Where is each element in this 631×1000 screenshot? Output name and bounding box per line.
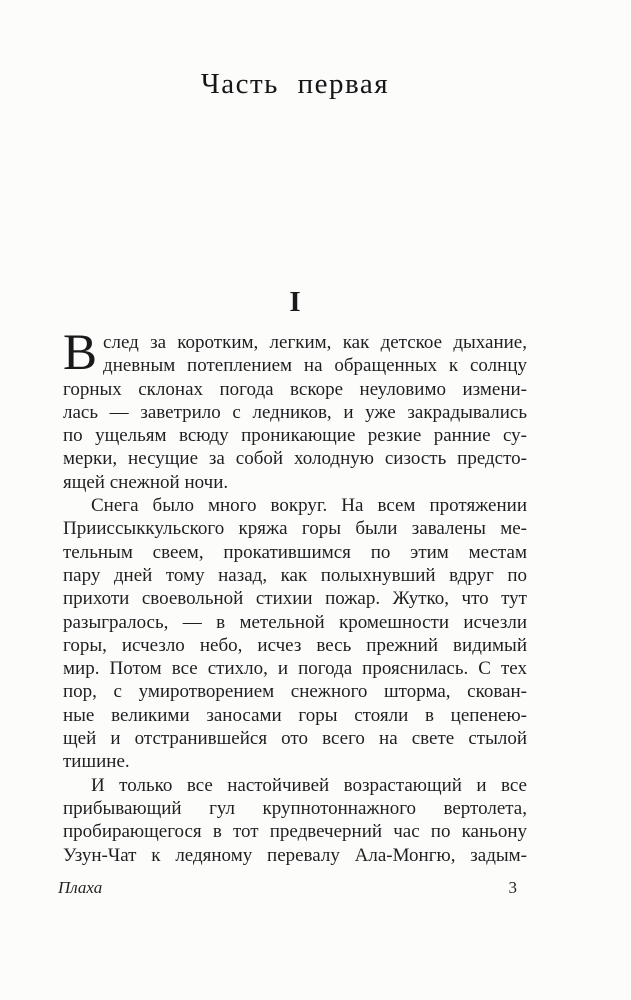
text-line: пробирающегося в тот предвечерний час по каньону <box>63 821 527 843</box>
text-line: пару дней тому назад, как полыхнувший вдруг по <box>63 564 527 586</box>
text-line: тишине. <box>63 751 130 773</box>
text-line: прихоти своевольной стихии пожар. Жутко, что тут <box>63 588 527 610</box>
running-title: Плаха <box>58 878 103 897</box>
body-text <box>63 325 527 867</box>
paragraph-2 <box>63 494 527 774</box>
text-line: тельным свеем, прокатившимся по этим местам <box>63 541 527 563</box>
text-line: ящей снежной ночи. <box>63 471 229 493</box>
text-line: И только все настойчивей возрастающий и все <box>91 774 527 796</box>
text-line: мир. Потом все стихло, и погода прояснилась. С тех <box>63 658 527 680</box>
text-line: ные великими заносами горы стояли в цепенею- <box>63 704 527 726</box>
part-title: Часть первая <box>200 68 390 100</box>
text-line: дневным потеплением на обращенных к солнцу <box>103 355 527 377</box>
text-line: Снега было много вокруг. На всем протяжении <box>91 495 527 517</box>
text-line: Прииссыккульского кряжа горы были завалены ме- <box>63 518 527 540</box>
text-line: горы, исчезло небо, исчез весь прежний видимый <box>63 634 527 656</box>
text-line: след за коротким, легким, как детское дыхание, <box>103 332 527 353</box>
page-footer <box>58 876 527 900</box>
text-line: разыгралось, — в метельной кромешности исчезли <box>63 611 527 633</box>
paragraph-1 <box>63 325 527 494</box>
page-number: 3 <box>508 878 517 897</box>
text-line: мерки, несущие за собой холодную сизость предсто- <box>63 448 527 470</box>
text-line: Узун-Чат к ледяному перевалу Ала-Монгю, задым- <box>63 844 527 866</box>
text-line: лась — заветрило с ледников, и уже закрадывались <box>63 401 527 423</box>
text-line: щей и отстранившейся ото всего на свете стылой <box>63 728 527 750</box>
text-line: пор, с умиротворением снежного шторма, скован- <box>63 681 527 703</box>
paragraph-3 <box>63 774 527 867</box>
chapter-number: I <box>289 286 301 318</box>
text-line: горных склонах погода вскоре неуловимо измени- <box>63 378 527 400</box>
drop-cap: В <box>63 325 98 381</box>
text-line: по ущельям всюду проникающие резкие ранние су- <box>63 425 527 447</box>
text-line: прибывающий гул крупнотоннажного вертолета, <box>63 797 527 819</box>
